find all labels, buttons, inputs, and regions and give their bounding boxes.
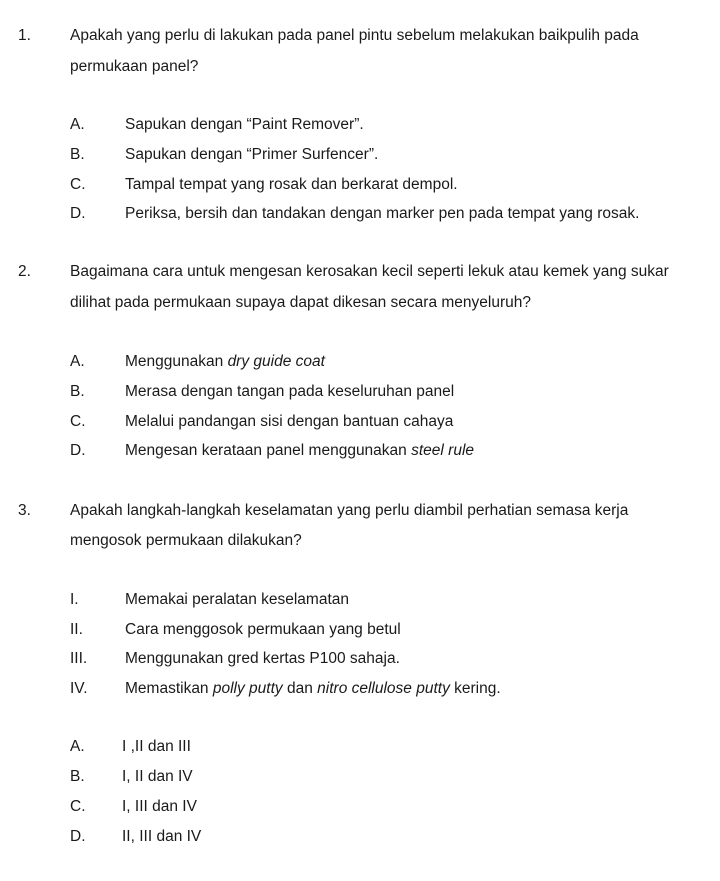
statement-label-i: I. xyxy=(70,591,79,608)
option-text-d: II, III dan IV xyxy=(122,828,202,845)
option-label-c: C. xyxy=(70,176,86,193)
question-number: 2. xyxy=(18,263,31,280)
question-text-line2: permukaan panel? xyxy=(70,58,199,75)
option-label-b: B. xyxy=(70,768,85,785)
option-text-b: Sapukan dengan “Primer Surfencer”. xyxy=(125,146,379,163)
option-text-b: I, II dan IV xyxy=(122,768,193,785)
statement-text-iii: Menggunakan gred kertas P100 sahaja. xyxy=(125,650,400,667)
option-label-d: D. xyxy=(70,828,86,845)
option-label-b: B. xyxy=(70,383,85,400)
option-text-b: Merasa dengan tangan pada keseluruhan panel xyxy=(125,383,455,400)
option-text-c: Melalui pandangan sisi dengan bantuan cahaya xyxy=(125,413,454,430)
question-text-line2: mengosok permukaan dilakukan? xyxy=(70,532,302,549)
statement-text-iv: Memastikan polly putty dan nitro cellulose putty kering. xyxy=(125,680,501,697)
statement-text-ii: Cara menggosok permukaan yang betul xyxy=(125,621,401,638)
question-number: 1. xyxy=(18,27,31,44)
option-text-d: Periksa, bersih dan tandakan dengan marker pen pada tempat yang rosak. xyxy=(125,205,640,222)
option-label-a: A. xyxy=(70,738,85,755)
option-text-a: I ,II dan III xyxy=(122,738,191,755)
option-text-a: Menggunakan dry guide coat xyxy=(125,353,325,370)
question-text-line1: Apakah yang perlu di lakukan pada panel pintu sebelum melakukan baikpulih pada xyxy=(70,27,639,44)
option-label-d: D. xyxy=(70,205,86,222)
option-label-d: D. xyxy=(70,442,86,459)
statement-text-i: Memakai peralatan keselamatan xyxy=(125,591,350,608)
option-text-a: Sapukan dengan “Paint Remover”. xyxy=(125,116,364,133)
question-text-line1: Apakah langkah-langkah keselamatan yang perlu diambil perhatian semasa kerja xyxy=(70,502,629,519)
statement-label-ii: II. xyxy=(70,621,83,638)
question-text-line2: dilihat pada permukaan supaya dapat dikesan secara menyeluruh? xyxy=(70,294,531,311)
question-text-line1: Bagaimana cara untuk mengesan kerosakan kecil seperti lekuk atau kemek yang sukar xyxy=(70,263,669,280)
option-label-c: C. xyxy=(70,798,86,815)
statement-label-iv: IV. xyxy=(70,680,88,697)
option-label-a: A. xyxy=(70,353,85,370)
question-number: 3. xyxy=(18,502,31,519)
option-text-c: I, III dan IV xyxy=(122,798,197,815)
option-text-c: Tampal tempat yang rosak dan berkarat dempol. xyxy=(125,176,458,193)
option-label-c: C. xyxy=(70,413,86,430)
option-label-b: B. xyxy=(70,146,85,163)
option-label-a: A. xyxy=(70,116,85,133)
option-text-d: Mengesan kerataan panel menggunakan steel rule xyxy=(125,442,475,459)
statement-label-iii: III. xyxy=(70,650,88,667)
